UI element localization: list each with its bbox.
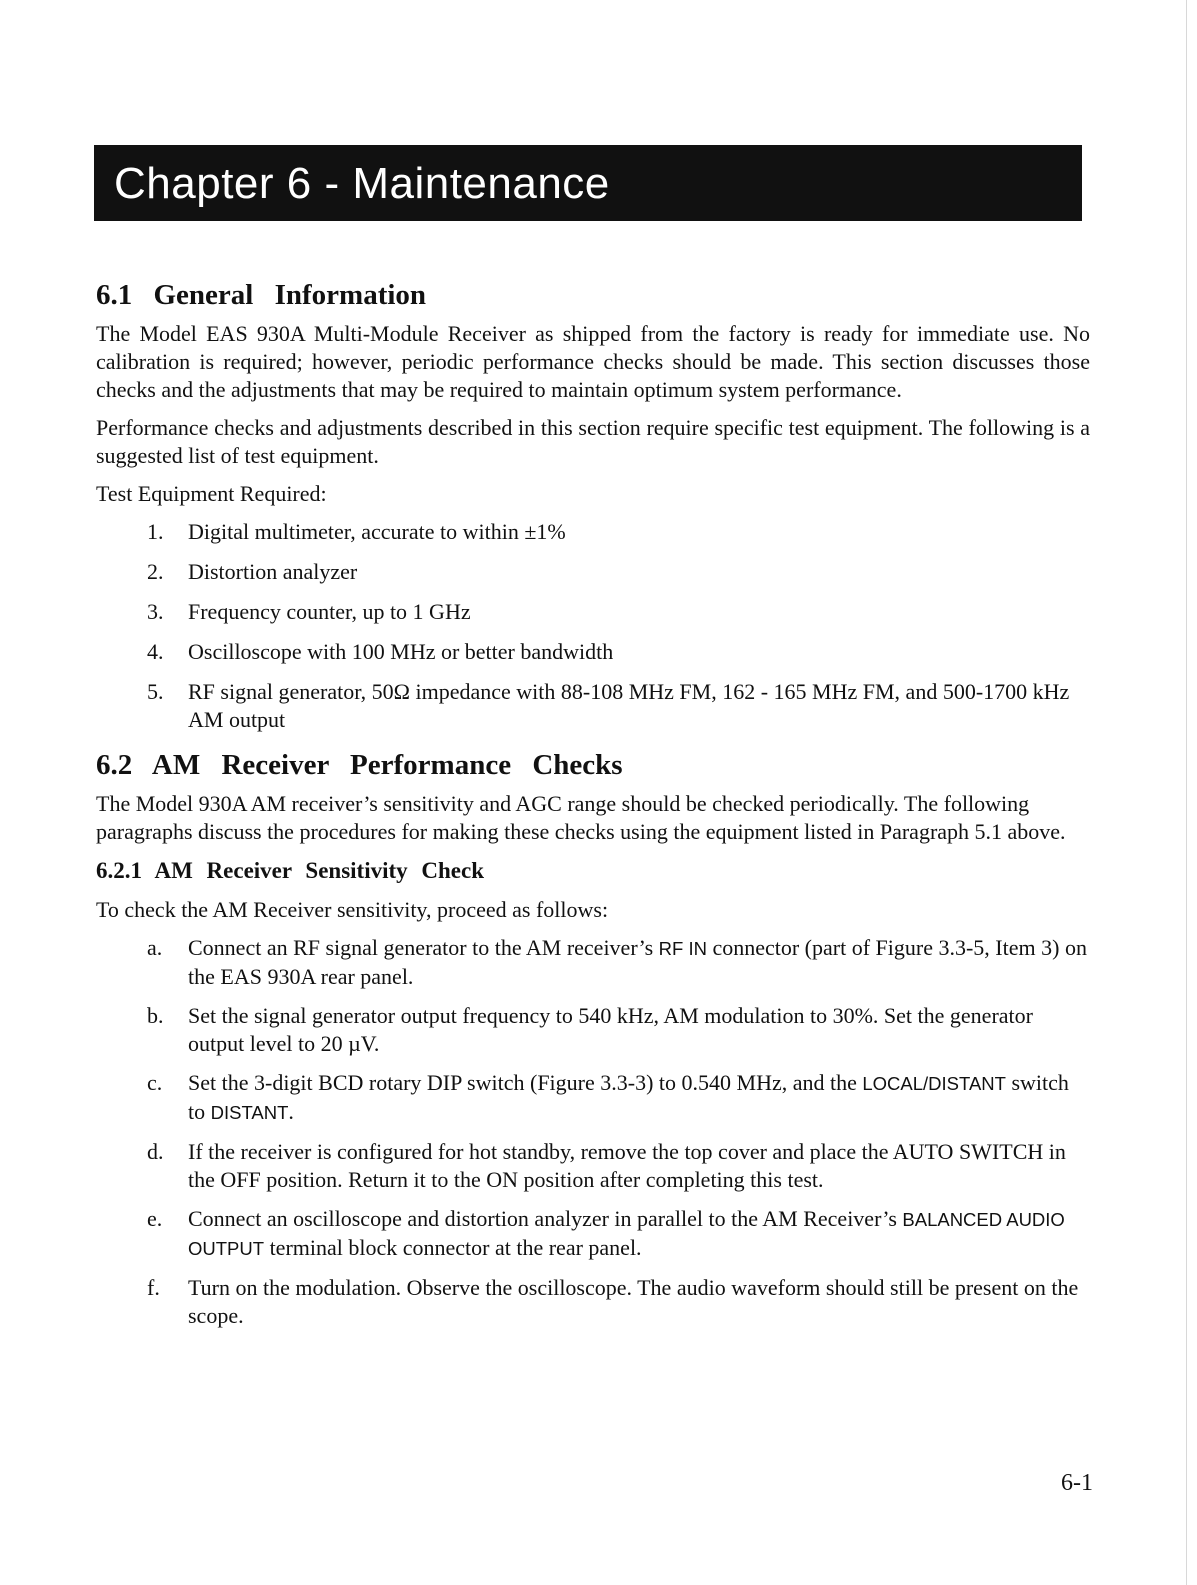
step-text: terminal block connector at the rear panel.: [264, 1235, 642, 1260]
list-marker: 4.: [147, 639, 164, 664]
step-marker: c.: [147, 1070, 163, 1095]
list-item: [96, 518, 1090, 546]
test-equipment-label: Test Equipment Required:: [96, 481, 327, 506]
section-6-2-paragraph: The Model 930A AM receiver’s sensitivity and AGC range should be checked periodically. The following paragraphs discuss the procedures for making these checks using the equipment listed in Paragraph 5.1 above.: [96, 791, 1066, 844]
step-marker: f.: [147, 1275, 160, 1300]
step-d: [96, 1138, 1090, 1194]
list-marker: 1.: [147, 519, 164, 544]
procedure-steps: [96, 934, 1090, 1330]
step-text: connector (part of Figure 3.3-5, Item 3) on the EAS 930A rear panel.: [188, 935, 1087, 989]
section-6-1-paragraph-2: Performance checks and adjustments described in this section require specific test equipment. The following is a suggested list of test equipment.: [96, 415, 1090, 468]
section-6-1-paragraph-1: The Model EAS 930A Multi-Module Receiver as shipped from the factory is ready for immediate use. No calibration is required; however, periodic performance checks should be made. This section discusses those checks and the adjustments that may be required to maintain optimum system performance.: [96, 321, 1090, 402]
step-c: [96, 1069, 1090, 1127]
step-a: [96, 934, 1090, 991]
list-item-text: Oscilloscope with 100 MHz or better bandwidth: [188, 639, 614, 664]
step-text: If the receiver is configured for hot standby, remove the top cover and place the AUTO SWITCH in the OFF position. Return it to the ON position after completing this test.: [188, 1139, 1066, 1192]
list-item: [96, 598, 1090, 626]
list-marker: 5.: [147, 679, 164, 704]
step-b: [96, 1002, 1090, 1058]
page-number: 6-1: [1061, 1470, 1093, 1496]
step-text: Set the signal generator output frequency to 540 kHz, AM modulation to 30%. Set the generator output level to 20 µV.: [188, 1003, 1033, 1056]
list-item-text: Frequency counter, up to 1 GHz: [188, 599, 471, 624]
distant-label: DISTANT: [210, 1102, 289, 1123]
equipment-list: [96, 518, 1090, 734]
section-6-2-1-heading: 6.2.1 AM Receiver Sensitivity Check: [96, 858, 485, 883]
step-marker: d.: [147, 1139, 164, 1164]
page-edge-line: [1186, 0, 1187, 1585]
step-f: [96, 1274, 1090, 1330]
page-content: [96, 276, 1090, 1341]
chapter-banner: [94, 145, 1082, 221]
list-item: [96, 558, 1090, 586]
step-text: Turn on the modulation. Observe the oscilloscope. The audio waveform should still be present on the scope.: [188, 1275, 1079, 1328]
rf-in-label: RF IN: [658, 938, 707, 959]
step-e: [96, 1205, 1090, 1263]
list-item-text: Digital multimeter, accurate to within ±1%: [188, 519, 566, 544]
section-6-1-heading: 6.1 General Information: [96, 279, 427, 311]
chapter-title: Chapter 6 - Maintenance: [114, 159, 610, 208]
local-distant-label: LOCAL/DISTANT: [862, 1073, 1006, 1094]
step-text: .: [288, 1099, 294, 1124]
step-text: Connect an RF signal generator to the AM receiver’s: [188, 935, 659, 960]
step-text: Set the 3-digit BCD rotary DIP switch (Figure 3.3-3) to 0.540 MHz, and the: [188, 1070, 863, 1095]
sensitivity-check-intro: To check the AM Receiver sensitivity, proceed as follows:: [96, 897, 609, 922]
section-6-2-heading: 6.2 AM Receiver Performance Checks: [96, 749, 623, 781]
step-text: Connect an oscilloscope and distortion analyzer in parallel to the AM Receiver’s: [188, 1206, 903, 1231]
step-marker: a.: [147, 935, 163, 960]
list-item: [96, 638, 1090, 666]
list-marker: 3.: [147, 599, 164, 624]
list-item: [96, 678, 1090, 734]
balanced-audio-output-label: BALANCED AUDIO OUTPUT: [188, 1209, 1065, 1259]
step-text: switch to: [188, 1070, 1069, 1124]
list-item-text: RF signal generator, 50Ω impedance with 88-108 MHz FM, 162 - 165 MHz FM, and 500-1700 kHz AM output: [188, 679, 1070, 732]
step-marker: b.: [147, 1003, 164, 1028]
list-marker: 2.: [147, 559, 164, 584]
step-marker: e.: [147, 1206, 163, 1231]
list-item-text: Distortion analyzer: [188, 559, 358, 584]
